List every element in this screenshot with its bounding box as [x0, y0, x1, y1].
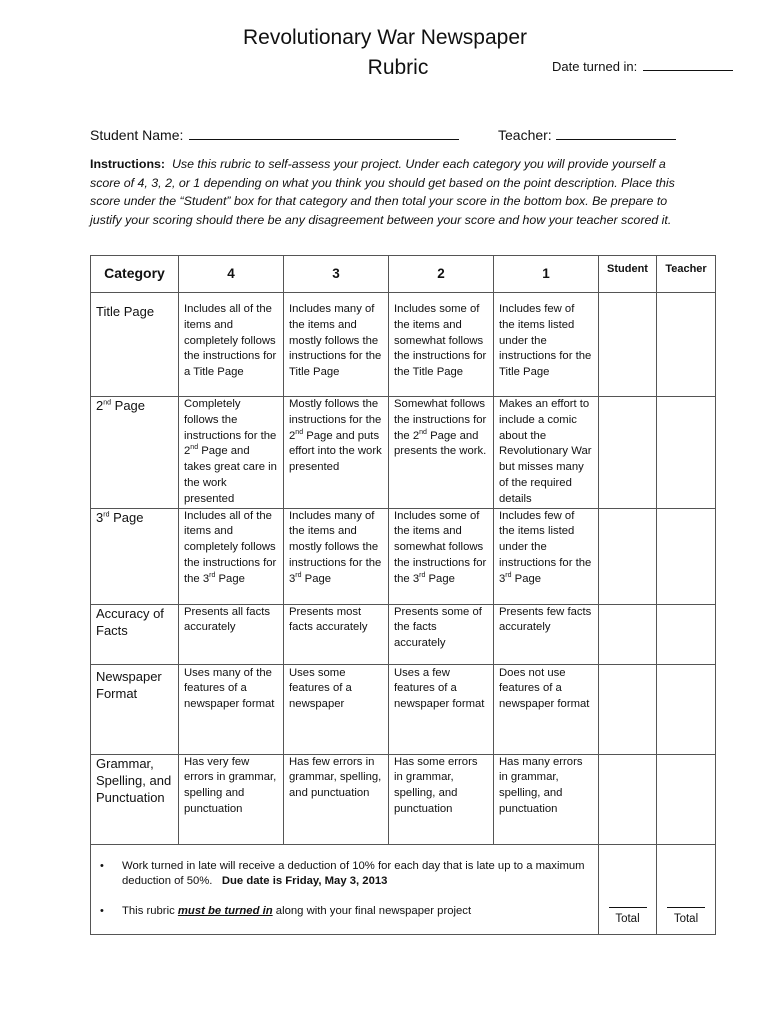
- cell-ordinal: rd: [505, 572, 512, 579]
- teacher-total-label: Total: [673, 913, 699, 926]
- cell-ordinal: rd: [209, 572, 216, 579]
- bullet-icon: •: [100, 905, 104, 918]
- score-4-cell: Uses many of the features of a newspaper format: [179, 664, 284, 754]
- category-cell: [91, 508, 179, 604]
- table-row: [91, 397, 716, 509]
- score-4-cell: [179, 397, 284, 509]
- score-4-cell: Presents all facts accurately: [179, 604, 284, 664]
- cell-text: Includes few of the items listed under the instructions for the 3: [499, 509, 592, 585]
- notes-cell: [91, 844, 599, 934]
- score-1-cell: Has many errors in grammar, spelling, and punctuation: [494, 754, 599, 844]
- category-cell: Accuracy of Facts: [91, 604, 179, 664]
- header-teacher: Teacher: [657, 256, 716, 293]
- category-rest: Page: [111, 398, 146, 413]
- notes-row: [91, 844, 716, 934]
- student-score-cell[interactable]: [599, 754, 657, 844]
- category-rest: Page: [109, 509, 144, 525]
- score-4-cell: [179, 508, 284, 604]
- category-number: 3: [96, 509, 104, 525]
- header-score-1: 1: [494, 256, 599, 293]
- teacher-score-cell[interactable]: [657, 293, 716, 397]
- table-row: [91, 664, 716, 754]
- student-name-field: [90, 125, 459, 143]
- category-number: 2: [96, 398, 104, 413]
- header-student: Student: [599, 256, 657, 293]
- teacher-blank[interactable]: [556, 125, 676, 140]
- table-row: [91, 604, 716, 664]
- score-2-cell: [389, 397, 494, 509]
- header-category: Category: [91, 256, 179, 293]
- page-subtitle: Rubric: [367, 56, 429, 79]
- score-1-cell: Makes an effort to include a comic about the Revolutionary War but misses many of the required details: [494, 397, 599, 509]
- turn-in-note: [100, 904, 593, 920]
- instructions: [90, 155, 690, 229]
- header-row: [91, 256, 716, 293]
- student-total-line: [609, 907, 647, 908]
- cell-text: Includes some of the items and somewhat follows the instructions for the 3: [394, 509, 487, 585]
- score-3-cell: [284, 397, 389, 509]
- cell-text: Page and presents the work.: [394, 429, 487, 458]
- cell-text: Page: [215, 572, 245, 585]
- category-cell: Newspaper Format: [91, 664, 179, 754]
- score-1-cell: Presents few facts accurately: [494, 604, 599, 664]
- date-turned-in-blank[interactable]: [643, 58, 733, 71]
- cell-ordinal: rd: [419, 572, 426, 579]
- category-ordinal: rd: [103, 511, 110, 519]
- student-score-cell[interactable]: [599, 664, 657, 754]
- teacher-total-cell[interactable]: [657, 844, 716, 934]
- table-row: [91, 508, 716, 604]
- score-3-cell: Has few errors in grammar, spelling, and punctuation: [284, 754, 389, 844]
- category-ordinal: nd: [103, 399, 112, 407]
- score-2-cell: Uses a few features of a newspaper format: [389, 664, 494, 754]
- student-score-cell[interactable]: [599, 397, 657, 509]
- score-1-cell: Includes few of the items listed under the instructions for the Title Page: [494, 293, 599, 397]
- cell-text: Somewhat follows the instructions for the 2: [394, 398, 487, 442]
- student-score-cell[interactable]: [599, 293, 657, 397]
- cell-text: Page: [301, 572, 332, 585]
- score-2-cell: Has some errors in grammar, spelling, and punctuation: [389, 754, 494, 844]
- page-title: Revolutionary War Newspaper: [242, 26, 527, 49]
- student-score-cell[interactable]: [599, 604, 657, 664]
- score-2-cell: Includes some of the items and somewhat follows the instructions for the Title Page: [389, 293, 494, 397]
- score-3-cell: [284, 508, 389, 604]
- cell-ordinal: nd: [419, 428, 427, 436]
- score-3-cell: Presents most facts accurately: [284, 604, 389, 664]
- date-turned-in-label: Date turned in:: [552, 59, 638, 74]
- bullet-icon: •: [100, 859, 104, 872]
- teacher-score-cell[interactable]: [657, 397, 716, 509]
- score-1-cell: [494, 508, 599, 604]
- notes-list: [96, 845, 593, 934]
- instructions-text: Use this rubric to self-assess your project. Under each category you will provide yourself a score of 4, 3, 2, or 1 depending on what you think you should get based on the point description. Place this score under the “Student” box for that category and then total your score in the bottom box. Be prepare to justify your scoring should there be any disagreement between your score and how your teacher scored it.: [90, 157, 675, 227]
- score-4-cell: Includes all of the items and completely follows the instructions for a Title Page: [179, 293, 284, 397]
- instructions-label: Instructions:: [90, 157, 166, 171]
- late-policy-text: Work turned in late will receive a deduction of 10% for each day that is late up to a maximum deduction of 50%.: [122, 859, 585, 888]
- teacher-total-line: [667, 907, 705, 908]
- student-total-cell[interactable]: [599, 844, 657, 934]
- score-3-cell: Uses some features of a newspaper: [284, 664, 389, 754]
- score-2-cell: Presents some of the facts accurately: [389, 604, 494, 664]
- teacher-score-cell[interactable]: [657, 664, 716, 754]
- score-3-cell: Includes many of the items and mostly follows the instructions for the Title Page: [284, 293, 389, 397]
- cell-text: Mostly follows the instructions for the 2: [289, 398, 382, 442]
- cell-text: Includes many of the items and mostly follows the instructions for the 3: [289, 509, 382, 585]
- student-name-blank[interactable]: [189, 125, 459, 140]
- cell-text: Page and puts effort into the work presented: [289, 429, 382, 474]
- score-1-cell: Does not use features of a newspaper format: [494, 664, 599, 754]
- late-policy-note: [100, 859, 593, 891]
- header-score-2: 2: [389, 256, 494, 293]
- category-cell: Title Page: [91, 293, 179, 397]
- table-row: [91, 754, 716, 844]
- category-cell: [91, 397, 179, 509]
- teacher-label: Teacher:: [498, 127, 552, 143]
- cell-ordinal: nd: [190, 444, 199, 452]
- student-total-label: Total: [615, 913, 640, 926]
- turn-in-text-post: along with your final newspaper project: [272, 905, 472, 918]
- teacher-score-cell[interactable]: [657, 754, 716, 844]
- table-row: [91, 293, 716, 397]
- cell-ordinal: nd: [295, 428, 304, 436]
- category-cell: Grammar, Spelling, and Punctuation: [91, 754, 179, 844]
- header-score-3: 3: [284, 256, 389, 293]
- student-score-cell[interactable]: [599, 508, 657, 604]
- teacher-score-cell[interactable]: [657, 508, 716, 604]
- cell-ordinal: rd: [295, 572, 302, 579]
- date-turned-in-field: [552, 58, 733, 74]
- turn-in-emphasis: must be turned in: [177, 905, 273, 918]
- student-name-label: Student Name:: [90, 127, 184, 143]
- teacher-field: [498, 125, 676, 143]
- cell-text: Includes all of the items and completely follows the instructions for the 3: [184, 509, 277, 585]
- rubric-table: [90, 255, 716, 935]
- cell-text: Page: [511, 572, 542, 585]
- teacher-score-cell[interactable]: [657, 604, 716, 664]
- score-2-cell: [389, 508, 494, 604]
- cell-text: Completely follows the instructions for the 2: [184, 398, 277, 458]
- score-4-cell: Has very few errors in grammar, spelling and punctuation: [179, 754, 284, 844]
- due-date: Due date is Friday, May 3, 2013: [221, 875, 388, 888]
- header-score-4: 4: [179, 256, 284, 293]
- cell-text: Page and takes great care in the work presented: [184, 445, 277, 505]
- cell-text: Page: [425, 572, 455, 585]
- turn-in-text-pre: This rubric: [122, 905, 178, 918]
